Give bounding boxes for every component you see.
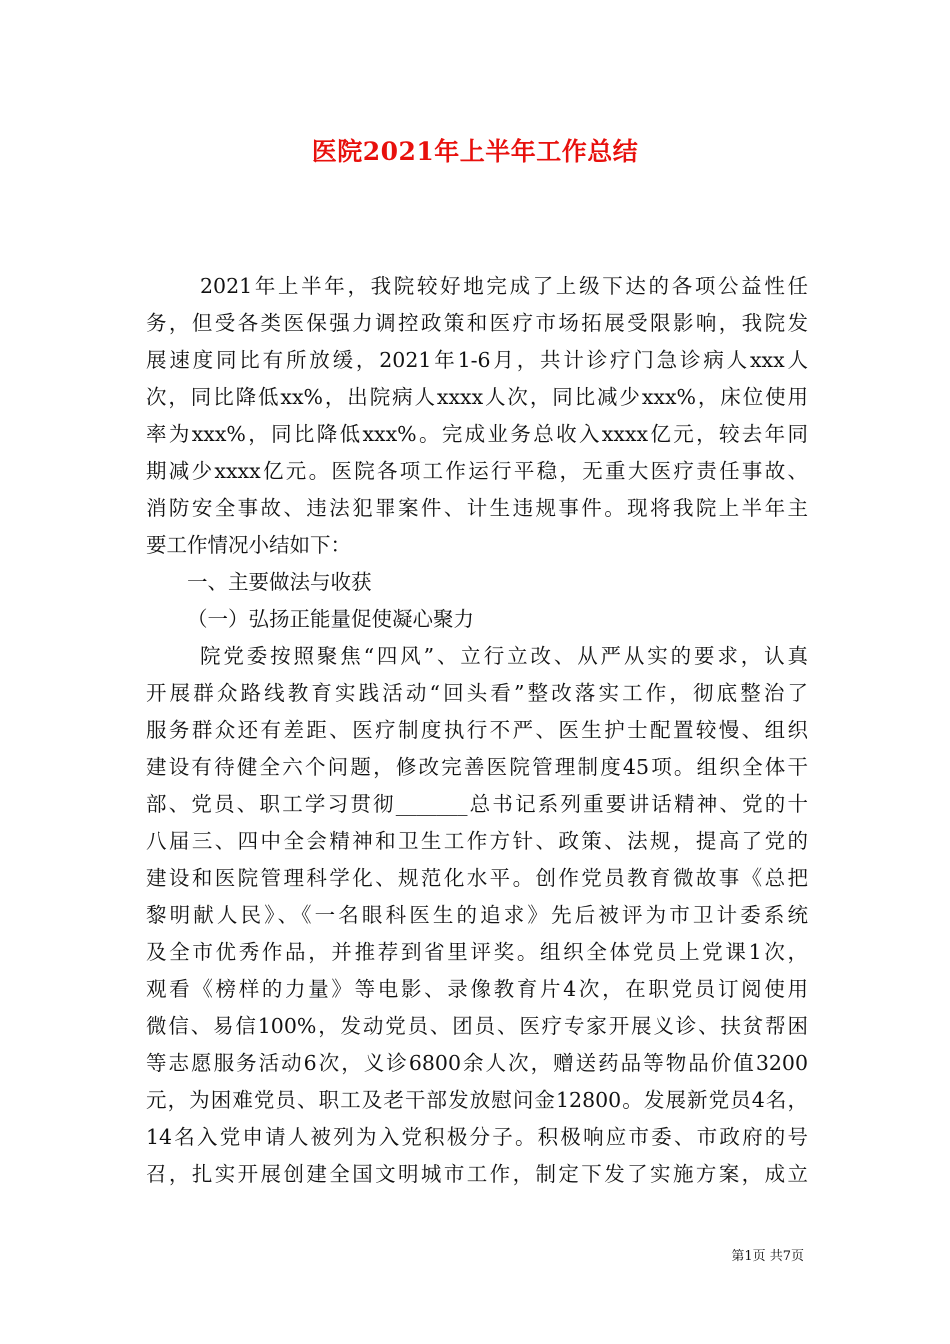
subsection-heading: （一）弘扬正能量促使凝心聚力 xyxy=(187,607,474,631)
paragraph-line: 元，为困难党员、职工及老干部发放慰问金12800。发展新党员4名， xyxy=(146,1088,808,1112)
paragraph-line: 八届三、四中全会精神和卫生工作方针、政策、法规，提高了党的 xyxy=(146,829,808,853)
paragraph-line: 次，同比降低xx%，出院病人xxxx人次，同比减少xxx%，床位使用 xyxy=(146,385,808,409)
paragraph-line: 召，扎实开展创建全国文明城市工作，制定下发了实施方案，成立 xyxy=(146,1162,808,1186)
paragraph-line: 期减少xxxx亿元。医院各项工作运行平稳，无重大医疗责任事故、 xyxy=(146,459,808,483)
paragraph-line: 展速度同比有所放缓，2021年1-6月，共计诊疗门急诊病人xxx人 xyxy=(146,348,808,372)
paragraph-line: 院党委按照聚焦“四风”、立行立改、从严从实的要求，认真 xyxy=(200,644,808,668)
page-number: 第1页 共7页 xyxy=(731,1249,804,1264)
paragraph-line: 率为xxx%，同比降低xxx%。完成业务总收入xxxx亿元，较去年同 xyxy=(146,422,808,446)
paragraph-line: 微信、易信100%，发动党员、团员、医疗专家开展义诊、扶贫帮困 xyxy=(146,1014,808,1038)
paragraph-line: 及全市优秀作品，并推荐到省里评奖。组织全体党员上党课1次， xyxy=(146,940,808,964)
paragraph-line: 观看《榜样的力量》等电影、录像教育片4次，在职党员订阅使用 xyxy=(146,977,808,1001)
document-body xyxy=(146,268,808,1193)
paragraph-line: 14名入党申请人被列为入党积极分子。积极响应市委、市政府的号 xyxy=(146,1125,808,1149)
paragraph-line: 黎明献人民》、《一名眼科医生的追求》先后被评为市卫计委系统 xyxy=(146,903,808,927)
paragraph-line: 要工作情况小结如下： xyxy=(146,533,351,557)
paragraph-line: 等志愿服务活动6次，义诊6800余人次，赠送药品等物品价值3200 xyxy=(146,1051,808,1075)
paragraph-line: 2021年上半年，我院较好地完成了上级下达的各项公益性任 xyxy=(200,274,808,298)
paragraph-line: 服务群众还有差距、医疗制度执行不严、医生护士配置较慢、组织 xyxy=(146,718,808,742)
paragraph-line: 开展群众路线教育实践活动“回头看”整改落实工作，彻底整治了 xyxy=(146,681,808,705)
paragraph-line: 部、党员、职工学习贯彻_______总书记系列重要讲话精神、党的十 xyxy=(146,792,808,816)
paragraph-line: 建设有待健全六个问题，修改完善医院管理制度45项。组织全体干 xyxy=(146,755,808,779)
paragraph-line: 建设和医院管理科学化、规范化水平。创作党员教育微故事《总把 xyxy=(146,866,808,890)
paragraph-line: 务，但受各类医保强力调控政策和医疗市场拓展受限影响，我院发 xyxy=(146,311,808,335)
paragraph-line: 消防安全事故、违法犯罪案件、计生违规事件。现将我院上半年主 xyxy=(146,496,808,520)
section-heading: 一、主要做法与收获 xyxy=(187,570,372,594)
document-title: 医院2021年上半年工作总结 xyxy=(311,137,639,166)
